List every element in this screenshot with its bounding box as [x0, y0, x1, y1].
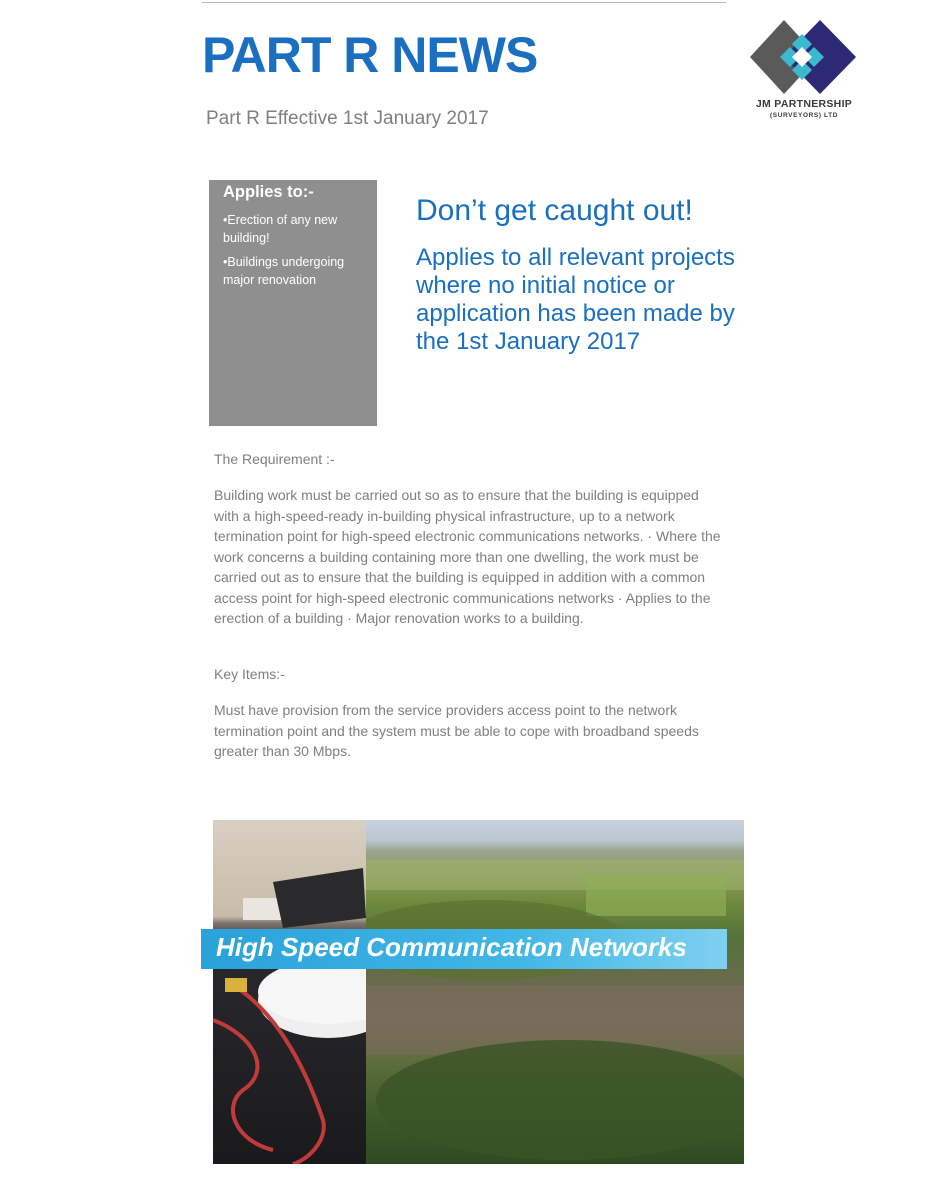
company-logo [748, 20, 860, 130]
router-photo [213, 820, 366, 1164]
aerial-photo [366, 820, 744, 1164]
requirement-body: Building work must be carried out so as to ensure that the building is equipped with a high-speed-ready in-building physical infrastructure, up to a network termination point for high-speed electronic communications networks. · Where the work concerns a building containing more than one dwelling, the work must be carried out as to ensure that the building is equipped in addition with a common access point for high-speed electronic communications networks · Applies to the erection of a building · Major renovation works to a building. [214, 487, 721, 626]
router-illustration-icon [213, 820, 366, 1164]
aerial-landscape-icon [366, 820, 744, 1164]
top-rule [202, 2, 726, 3]
callout-body: Applies to all relevant projects where no initial notice or application has been made by the 1st January 2017 [416, 244, 735, 355]
feature-photo [213, 820, 744, 1164]
requirement-heading: The Requirement :- [214, 451, 335, 467]
logo-company-subtitle: (SURVEYORS) LTD [770, 112, 838, 119]
page-subtitle: Part R Effective 1st January 2017 [206, 108, 489, 129]
list-item: •Erection of any new building! [223, 213, 338, 245]
applies-to-heading: Applies to:- [223, 183, 314, 201]
applies-to-box [209, 180, 377, 426]
key-items-heading: Key Items:- [214, 666, 285, 682]
page-title: PART R NEWS [202, 27, 538, 83]
list-item: •Buildings undergoing major renovation [223, 255, 345, 287]
diamond-logo-icon [750, 20, 858, 94]
applies-to-list [223, 211, 371, 295]
logo-company-name: JM PARTNERSHIP [755, 98, 853, 110]
key-items-body: Must have provision from the service providers access point to the network termination point and the system must be able to cope with broadband speeds greater than 30 Mbps. [214, 702, 699, 759]
banner-text: High Speed Communication Networks [216, 932, 687, 962]
callout-heading: Don’t get caught out! [416, 194, 693, 227]
